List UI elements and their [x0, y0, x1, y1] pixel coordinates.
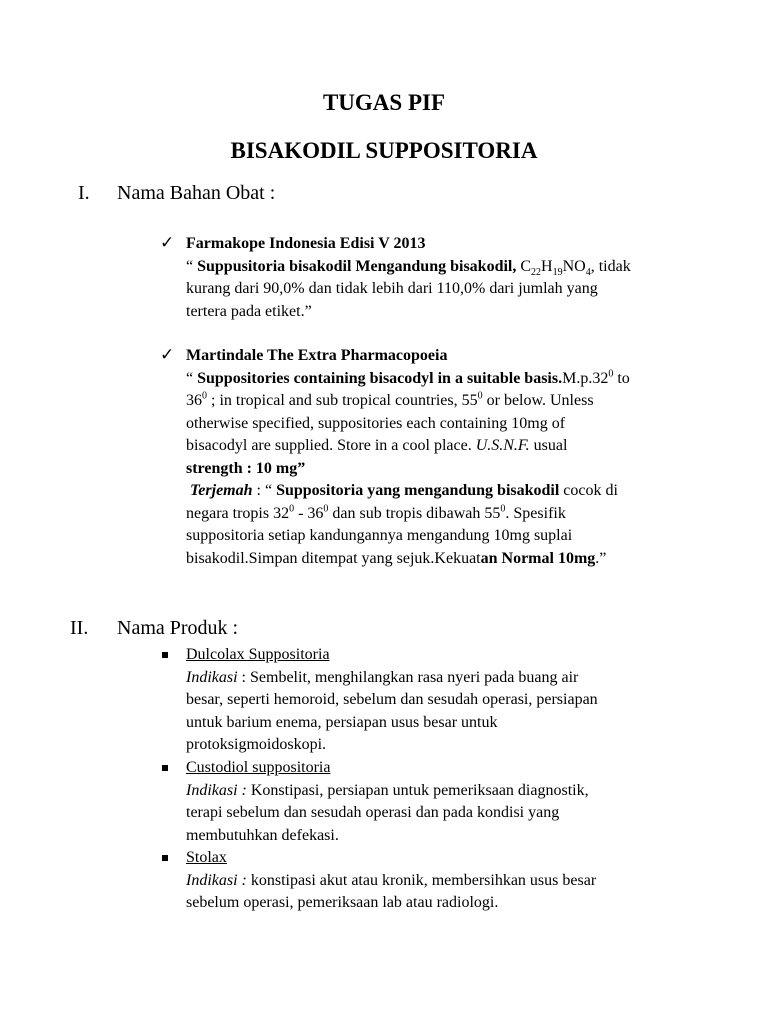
- product-name: Stolax: [186, 849, 227, 866]
- reference-title: Farmakope Indonesia Edisi V 2013: [186, 235, 426, 252]
- product-item: [186, 757, 686, 847]
- translation-line: bisakodil.Simpan ditempat yang sejuk.Kekuatan Normal 10mg.”: [186, 549, 607, 567]
- reference-quote-line: tertera pada etiket.”: [186, 302, 312, 320]
- reference-farmakope: [186, 233, 686, 323]
- product-indication: protoksigmoidoskopi.: [186, 736, 327, 753]
- product-indication: untuk barium enema, persiapan usus besar untuk: [186, 713, 498, 731]
- reference-quote-line: kurang dari 90,0% dan tidak lebih dari 110,0% dari jumlah yang: [186, 280, 598, 297]
- section-1-number: I.: [78, 182, 90, 204]
- section-2-number: II.: [70, 617, 89, 639]
- product-indication: membutuhkan defekasi.: [186, 826, 339, 844]
- reference-title: Martindale The Extra Pharmacopoeia: [186, 347, 448, 364]
- product-indication: sebelum operasi, pemeriksaan lab atau radiologi.: [186, 894, 499, 911]
- product-name: Dulcolax Suppositoria: [186, 646, 330, 663]
- section-2-label: Nama Produk :: [117, 617, 239, 639]
- translation-line: suppositoria setiap kandungannya mengandung 10mg suplai: [186, 527, 573, 544]
- reference-quote-line: “ Suppusitoria bisakodil Mengandung bisakodil, $C_{22}H_{19}NO_4$, tidak: [186, 257, 631, 278]
- reference-quote-line: bisacodyl are supplied. Store in a cool place. U.S.N.F. usual: [186, 437, 568, 454]
- product-indication: Indikasi : konstipasi akut atau kronik, membersihkan usus besar: [186, 871, 597, 889]
- product-indication: Indikasi : Konstipasi, persiapan untuk pemeriksaan diagnostik,: [186, 781, 589, 799]
- reference-quote-line: “ Suppositories containing bisacodyl in a suitable $basis.M.p.32^0$ to: [186, 368, 630, 387]
- product-item: [186, 644, 686, 757]
- translation-line: negara tropis $32^0 - 36^0$ dan sub tropis dibawah $55^0$. Spesifik: [186, 503, 566, 522]
- product-name: Custodiol suppositoria: [186, 759, 331, 776]
- section-1-heading: [0, 182, 768, 212]
- section-1-label: Nama Bahan Obat :: [117, 182, 276, 204]
- product-indication: Indikasi : Sembelit, menghilangkan rasa nyeri pada buang air: [186, 668, 579, 686]
- translation-line: Terjemah : “ Suppositoria yang mengandung bisakodil cocok di: [190, 482, 618, 499]
- reference-quote-line: strength : 10 mg”: [186, 459, 306, 477]
- reference-quote-line: otherwise specified, suppositories each containing 10mg of: [186, 414, 566, 432]
- reference-quote-line: $36^0$ ; in tropical and sub tropical countries, $55^0$ or below. Unless: [186, 390, 594, 409]
- document-title: TUGAS PIF: [322, 90, 446, 115]
- reference-martindale: [186, 345, 686, 570]
- product-item: [186, 847, 686, 915]
- product-indication: terapi sebelum dan sesudah operasi dan pada kondisi yang: [186, 804, 560, 821]
- bullet-icon: [162, 652, 168, 658]
- section-2-heading: [0, 617, 768, 647]
- checkmark-icon: ✓: [160, 233, 175, 252]
- checkmark-icon: ✓: [160, 345, 175, 364]
- bullet-icon: [162, 855, 168, 861]
- product-indication: besar, seperti hemoroid, sebelum dan sesudah operasi, persiapan: [186, 691, 598, 708]
- document-subtitle: BISAKODIL SUPPOSITORIA: [230, 138, 538, 163]
- bullet-icon: [162, 765, 168, 771]
